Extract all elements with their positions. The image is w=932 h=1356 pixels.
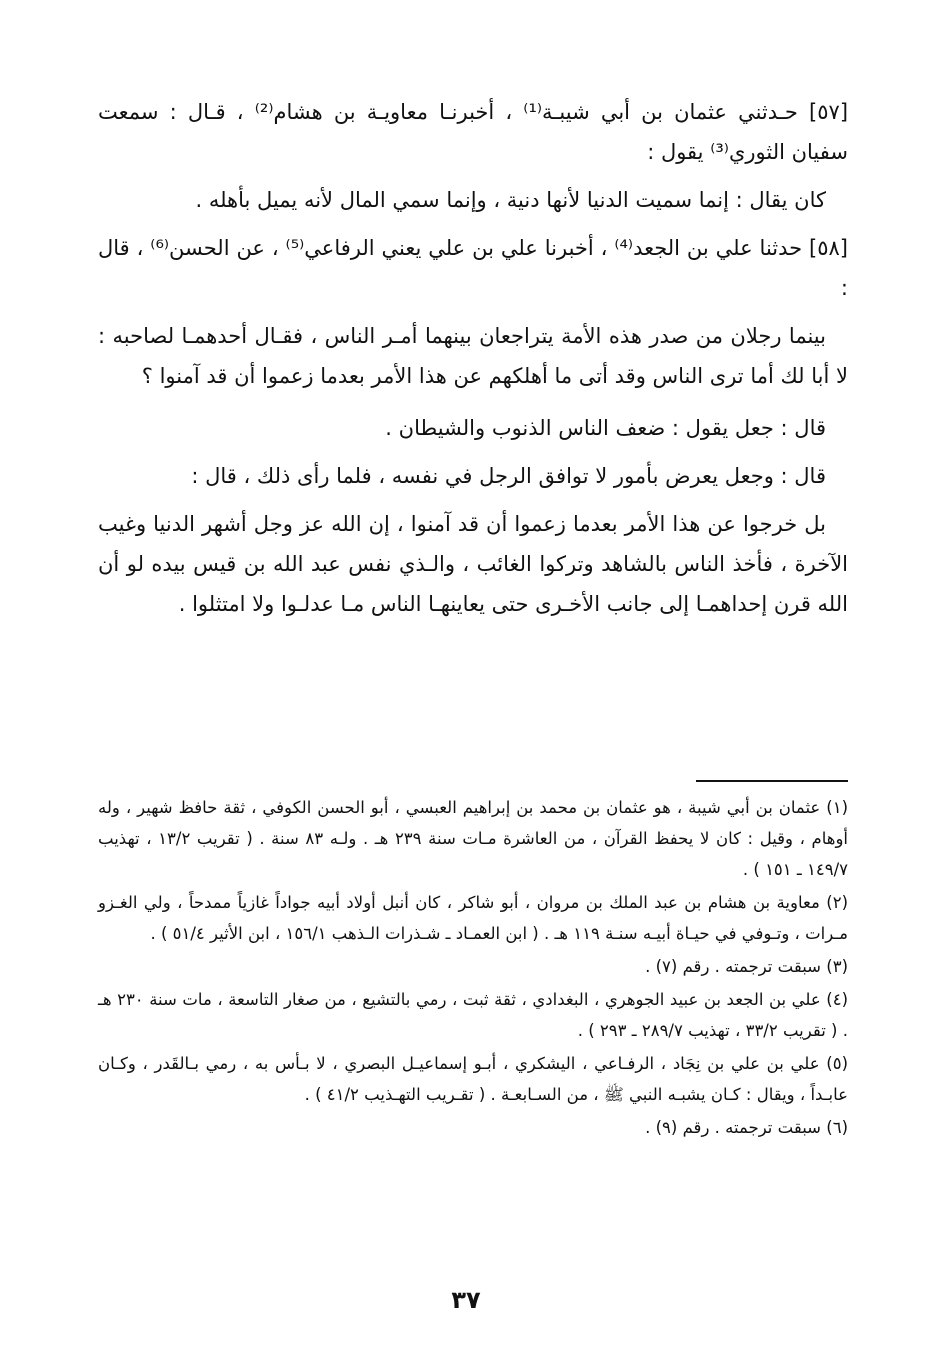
footnote-5: (٥) علي بن علي بن نِجَاد ، الرفـاعي ، اليشكري ، أبـو إسماعيـل البصري ، لا بـأس به ، رمي بـالقَدر ، وكـان عابـداً ، ويقال : كـان يشبـه النبي ﷺ ، من السـابعـة . ( تقـريب التهـذيب ٤١/٢ ) . bbox=[98, 1054, 848, 1104]
footnotes-section bbox=[98, 780, 848, 1145]
paragraph-58-continuation: قال : وجعل يعرض بأمور لا توافق الرجل في نفسه ، فلما رأى ذلك ، قال : bbox=[191, 464, 826, 488]
paragraph-58-reply: قال : جعل يقول : ضعف الناس الذنوب والشيطان . bbox=[385, 416, 826, 440]
paragraph-58-conclusion: بل خرجوا عن هذا الأمر بعدما زعموا أن قد آمنوا ، إن الله عز وجل أشهر الدنيا وغيب الآخرة ، فأخذ الناس بالشاهد وتركوا الغائب ، والـذي نفس عبد الله بن قيس بيده لو أن الله قرن إحداهمـا إلى جانب الأخـرى حتى يعاينهـا الناس مـا عدلـوا ولا امتثلوا . bbox=[98, 512, 848, 616]
footnote-2: (٢) معاوية بن هشام بن عبد الملك بن مروان ، أبو شاكر ، كان أنبل أولاد أبيه جواداً غازياً ممدحاً ، ولي الغـزو مـرات ، وتـوفي في حيـاة أبيـه سنـة ١١٩ هـ . ( ابن العمـاد ـ شـذرات الـذهب ١٥٦/١ ، ابن الأثير ٥١/٤ ) . bbox=[98, 893, 848, 943]
footnote-3: (٣) سبقت ترجمته . رقم (٧) . bbox=[645, 957, 848, 976]
footnote-4: (٤) علي بن الجعد بن عبيد الجوهري ، البغدادي ، ثقة ثبت ، رمي بالتشيع ، من صغار التاسعة ، مات سنة ٢٣٠ هـ . ( تقريب ٣٣/٢ ، تهذيب ٢٨٩/٧ ـ ٢٩٣ ) . bbox=[98, 990, 848, 1040]
page-number: ٣٧ bbox=[451, 1286, 481, 1314]
paragraph-57-text: كان يقال : إنما سميت الدنيا لأنها دنية ، وإنما سمي المال لأنه يميل بأهله . bbox=[195, 188, 826, 212]
footnote-divider bbox=[696, 780, 848, 782]
paragraph-58-text: بينما رجلان من صدر هذه الأمة يتراجعان بينهما أمـر الناس ، فقـال أحدهمـا لصاحبه : لا أبا لك أما ترى الناس وقد أتى ما أهلكهم عن هذا الأمر بعدما زعموا أن قد آمنوا ؟ bbox=[98, 324, 848, 388]
paragraph-58-isnad: [٥٨] حدثنا علي بن الجعد⁽⁴⁾ ، أخبرنا علي بن علي يعني الرفاعي⁽⁵⁾ ، عن الحسن⁽⁶⁾ ، قال : bbox=[98, 236, 848, 300]
footnote-1: (١) عثمان بن أبي شيبة ، هو عثمان بن محمد بن إبراهيم العبسي ، أبو الحسن الكوفي ، ثقة حافظ شهير ، وله أوهام ، وقيل : كان لا يحفظ القرآن ، من العاشرة مـات سنة ٢٣٩ هـ . ولـه ٨٣ سنة . ( تقريب ١٣/٢ ، تهذيب ١٤٩/٧ ـ ١٥١ ) . bbox=[98, 798, 849, 879]
main-text bbox=[98, 92, 848, 636]
paragraph-57-isnad: [٥٧] حـدثني عثمان بن أبي شيبـة⁽¹⁾ ، أخبرنـا معاويـة بن هشام⁽²⁾ ، قـال : سمعت سفيان الثوري⁽³⁾ يقول : bbox=[98, 100, 849, 164]
footnote-6: (٦) سبقت ترجمته . رقم (٩) . bbox=[645, 1118, 848, 1137]
